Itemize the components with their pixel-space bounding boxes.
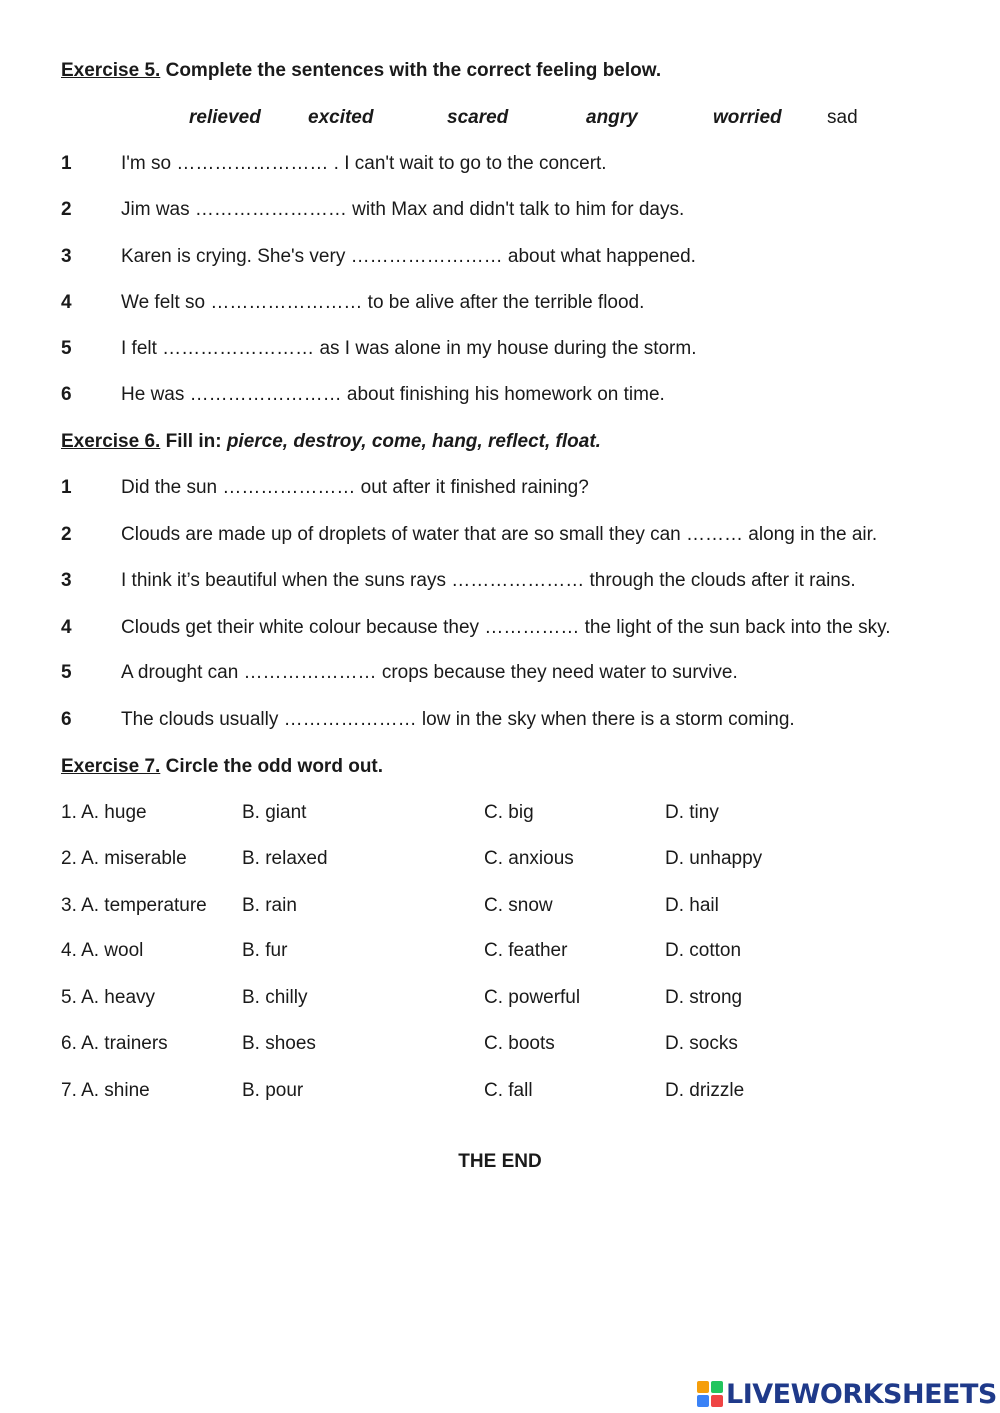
choice-d[interactable]: D. unhappy [665, 848, 763, 869]
exercise-6-heading [61, 430, 601, 454]
choice-b[interactable]: B. relaxed [242, 848, 328, 869]
item-sentence: Karen is crying. She's very …………………… about what happened. [121, 246, 696, 267]
exercise-7-row [0, 1079, 1000, 1103]
exercise-6-instruction: Fill in: [160, 431, 227, 452]
choice-a[interactable]: 2. A. miserable [61, 848, 187, 869]
choice-b[interactable]: B. fur [242, 940, 288, 961]
item-sentence: He was …………………… about finishing his homework on time. [121, 384, 665, 405]
exercise-7-row [0, 939, 1000, 963]
item-number: 2 [61, 199, 72, 220]
choice-b[interactable]: B. shoes [242, 1033, 316, 1054]
logo-square [697, 1395, 709, 1407]
item-sentence: Did the sun ………………… out after it finished raining? [121, 477, 589, 498]
item-sentence: A drought can ………………… crops because they need water to survive. [121, 662, 738, 683]
exercise-7-row [0, 801, 1000, 825]
exercise-6-label: Exercise 6. [61, 431, 161, 452]
choice-b[interactable]: B. pour [242, 1080, 304, 1101]
choice-a[interactable]: 7. A. shine [61, 1080, 150, 1101]
item-sentence: I'm so …………………… . I can't wait to go to the concert. [121, 153, 607, 174]
logo-square [697, 1381, 709, 1393]
choice-b[interactable]: B. giant [242, 802, 307, 823]
choice-d[interactable]: D. drizzle [665, 1080, 745, 1101]
exercise-7-row [0, 847, 1000, 871]
word-bank-item: worried [713, 107, 782, 128]
the-end-text: THE END [458, 1151, 542, 1172]
item-number: 5 [61, 338, 72, 359]
item-sentence: I felt …………………… as I was alone in my house during the storm. [121, 338, 697, 359]
choice-d[interactable]: D. cotton [665, 940, 742, 961]
choice-c[interactable]: C. feather [484, 940, 568, 961]
logo-text: LIVEWORKSHEETS [726, 1378, 997, 1410]
item-sentence: The clouds usually ………………… low in the sky when there is a storm coming. [121, 709, 795, 730]
item-number: 6 [61, 384, 72, 405]
item-number: 1 [61, 477, 72, 498]
exercise-7-row [0, 1032, 1000, 1056]
item-sentence: Jim was …………………… with Max and didn't talk to him for days. [121, 199, 685, 220]
choice-d[interactable]: D. tiny [665, 802, 719, 823]
item-number: 4 [61, 292, 72, 313]
item-sentence: Clouds are made up of droplets of water that are so small they can ……… along in the air. [121, 524, 878, 545]
logo-square [711, 1381, 723, 1393]
liveworksheets-logo[interactable] [697, 1378, 997, 1410]
item-number: 1 [61, 153, 72, 174]
choice-a[interactable]: 3. A. temperature [61, 895, 207, 916]
exercise-7-row [0, 894, 1000, 918]
choice-c[interactable]: C. snow [484, 895, 553, 916]
exercise-7-label: Exercise 7. [61, 756, 161, 777]
choice-d[interactable]: D. hail [665, 895, 719, 916]
word-bank-item: angry [586, 107, 638, 128]
item-number: 4 [61, 617, 72, 638]
exercise-6-words: pierce, destroy, come, hang, reflect, float. [226, 431, 601, 452]
choice-b[interactable]: B. rain [242, 895, 297, 916]
exercise-7-instruction: Circle the odd word out. [160, 756, 384, 777]
word-bank [0, 106, 1000, 130]
logo-icon [697, 1381, 723, 1407]
item-number: 3 [61, 246, 72, 267]
exercise-7-heading [61, 755, 383, 779]
choice-c[interactable]: C. big [484, 802, 534, 823]
choice-a[interactable]: 4. A. wool [61, 940, 144, 961]
item-sentence: I think it’s beautiful when the suns rays ………………… through the clouds after it rains. [121, 570, 856, 591]
word-bank-item: relieved [189, 107, 261, 128]
item-number: 3 [61, 570, 72, 591]
choice-a[interactable]: 6. A. trainers [61, 1033, 168, 1054]
logo-square [711, 1395, 723, 1407]
exercise-7-row [0, 986, 1000, 1010]
word-bank-item: excited [308, 107, 374, 128]
item-number: 6 [61, 709, 72, 730]
choice-d[interactable]: D. strong [665, 987, 743, 1008]
choice-a[interactable]: 1. A. huge [61, 802, 147, 823]
item-number: 2 [61, 524, 72, 545]
item-number: 5 [61, 662, 72, 683]
item-sentence: We felt so …………………… to be alive after the terrible flood. [121, 292, 645, 313]
choice-c[interactable]: C. anxious [484, 848, 574, 869]
exercise-5-instruction: Complete the sentences with the correct feeling below. [160, 60, 662, 81]
word-bank-item: sad [827, 107, 858, 128]
item-sentence: Clouds get their white colour because they …………… the light of the sun back into the sky. [121, 617, 891, 638]
choice-b[interactable]: B. chilly [242, 987, 308, 1008]
choice-a[interactable]: 5. A. heavy [61, 987, 156, 1008]
exercise-5-label: Exercise 5. [61, 60, 161, 81]
choice-d[interactable]: D. socks [665, 1033, 738, 1054]
choice-c[interactable]: C. fall [484, 1080, 533, 1101]
word-bank-item: scared [447, 107, 509, 128]
choice-c[interactable]: C. powerful [484, 987, 581, 1008]
exercise-5-heading [61, 59, 661, 83]
choice-c[interactable]: C. boots [484, 1033, 555, 1054]
